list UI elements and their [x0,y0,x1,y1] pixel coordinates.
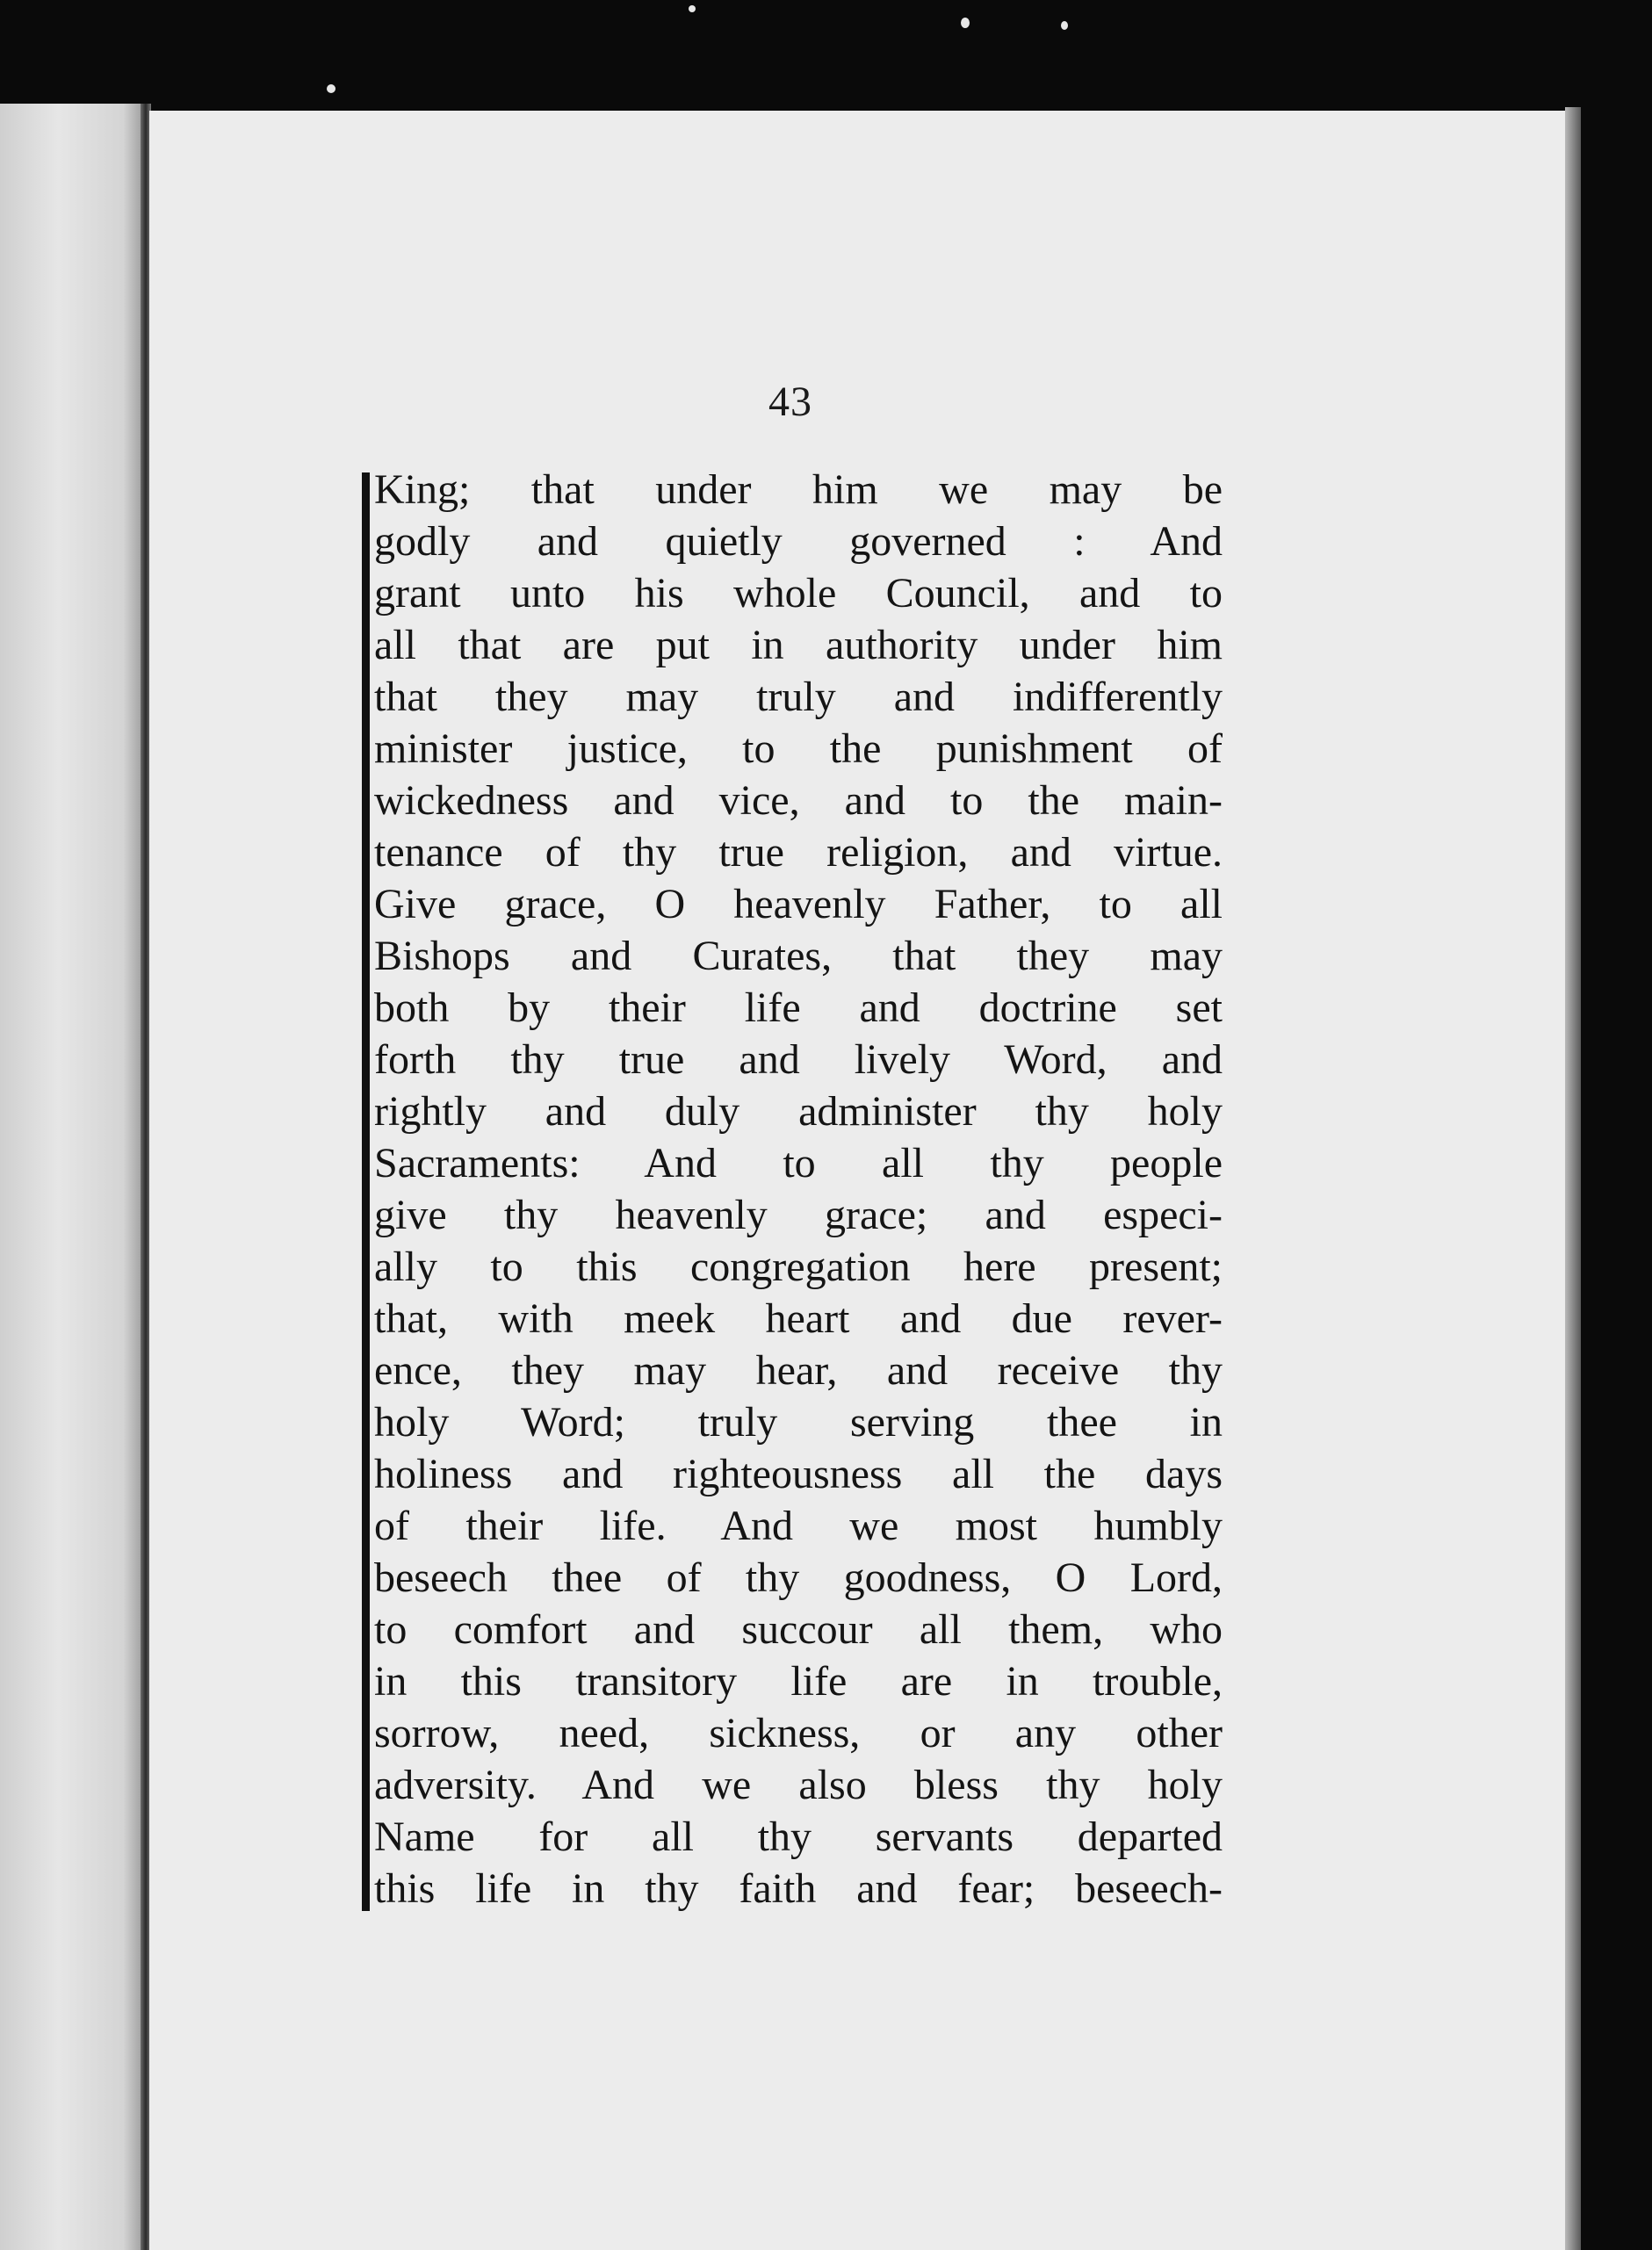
text-line: ally to this congregation here present; [374,1244,1223,1290]
text-line: tenance of thy true religion, and virtue. [374,829,1223,876]
text-line: holy Word; truly serving thee in [374,1399,1223,1446]
text-line: Give grace, O heavenly Father, to all [374,881,1223,927]
dust-speck [689,5,696,12]
text-line: grant unto his whole Council, and to [374,570,1223,617]
text-line: Bishops and Curates, that they may [374,933,1223,979]
text-line: godly and quietly governed : And [374,518,1223,565]
margin-rule [362,472,370,1911]
text-line: adversity. And we also bless thy holy [374,1762,1223,1808]
text-line: this life in thy faith and fear; beseech- [374,1865,1223,1912]
body-text [374,464,1223,1915]
text-line: in this transitory life are in trouble, [374,1658,1223,1705]
text-line: King; that under him we may be [374,466,1223,513]
text-line: both by their life and doctrine set [374,984,1223,1031]
page-number: 43 [768,379,812,425]
previous-page-edge [0,104,145,2250]
text-line: that they may truly and indifferently [374,674,1223,720]
text-line: all that are put in authority under him [374,622,1223,668]
text-line: ence, they may hear, and receive thy [374,1347,1223,1394]
text-line: forth thy true and lively Word, and [374,1036,1223,1083]
text-line: Sacraments: And to all thy people [374,1140,1223,1186]
text-line: of their life. And we most humbly [374,1503,1223,1549]
text-line: minister justice, to the punishment of [374,725,1223,772]
text-line: rightly and duly administer thy holy [374,1088,1223,1135]
text-line: sorrow, need, sickness, or any other [374,1710,1223,1756]
text-line: wickedness and vice, and to the main- [374,777,1223,824]
text-line: beseech thee of thy goodness, O Lord, [374,1554,1223,1601]
text-line: give thy heavenly grace; and especi- [374,1192,1223,1238]
text-line: to comfort and succour all them, who [374,1606,1223,1653]
dust-speck [961,18,970,28]
dust-speck [1061,21,1068,30]
text-line: that, with meek heart and due rever- [374,1295,1223,1342]
text-line: holiness and righteousness all the days [374,1451,1223,1497]
dust-speck [327,84,335,93]
text-line: Name for all thy servants departed [374,1814,1223,1860]
page-right-edge [1565,107,1581,2250]
